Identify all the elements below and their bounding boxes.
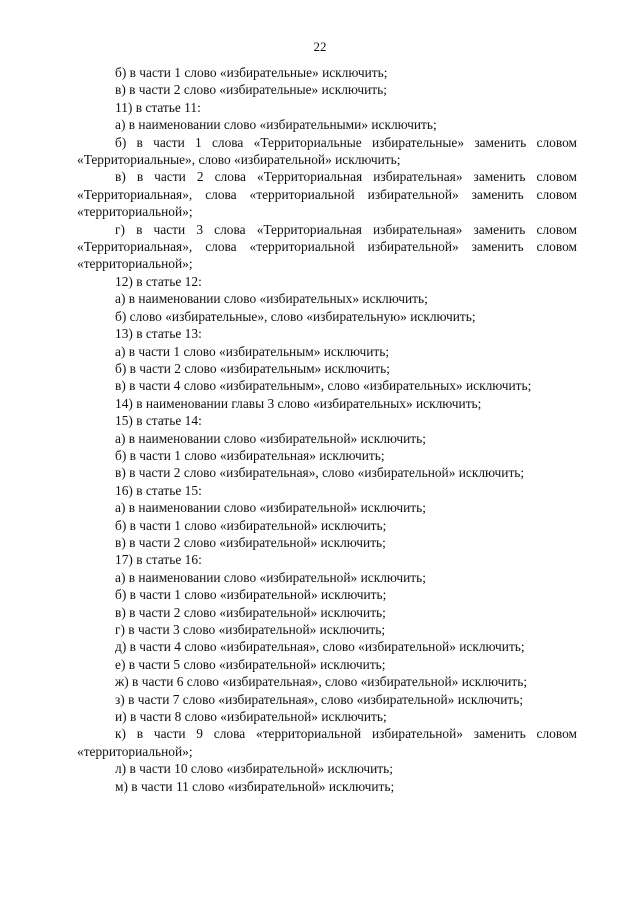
paragraph: ж) в части 6 слово «избирательная», слово «избирательной» исключить; (115, 674, 528, 690)
paragraph: б) слово «избирательные», слово «избирательную» исключить; (115, 308, 476, 324)
paragraph: г) в части 3 слова «Территориальная избирательная» заменить словом «Территориальная», слова «территориальной избирательной» заменить словом «территориальной»; (77, 221, 577, 272)
paragraph: 15) в статье 14: (115, 413, 202, 429)
paragraph: б) в части 1 слово «избирательной» исключить; (115, 587, 387, 603)
paragraph: 14) в наименовании главы 3 слово «избирательных» исключить; (115, 395, 482, 411)
paragraph: б) в части 2 слово «избирательным» исключить; (115, 360, 390, 376)
paragraph: в) в части 2 слово «избирательные» исключить; (115, 82, 387, 98)
paragraph: б) в части 1 слово «избирательной» исключить; (115, 517, 387, 533)
document-body (77, 64, 577, 795)
paragraph: е) в части 5 слово «избирательной» исключить; (115, 656, 386, 672)
paragraph: а) в наименовании слово «избирательной» исключить; (115, 430, 426, 446)
paragraph: д) в части 4 слово «избирательная», слово «избирательной» исключить; (115, 639, 525, 655)
paragraph: в) в части 2 слово «избирательная», слово «избирательной» исключить; (115, 465, 525, 481)
paragraph: 16) в статье 15: (115, 482, 202, 498)
paragraph: а) в части 1 слово «избирательным» исключить; (115, 343, 390, 359)
paragraph: г) в части 3 слово «избирательной» исключить; (115, 622, 386, 637)
paragraph: а) в наименовании слово «избирательными» исключить; (115, 117, 437, 133)
paragraph: 12) в статье 12: (115, 273, 202, 289)
paragraph: а) в наименовании слово «избирательной» исключить; (115, 500, 426, 516)
paragraph: л) в части 10 слово «избирательной» исключить; (115, 761, 393, 777)
paragraph: к) в части 9 слова «территориальной избирательной» заменить словом «территориальной»; (77, 726, 577, 759)
paragraph: 11) в статье 11: (115, 99, 201, 115)
paragraph: 17) в статье 16: (115, 552, 202, 568)
paragraph: а) в наименовании слово «избирательной» исключить; (115, 569, 426, 585)
paragraph: 13) в статье 13: (115, 326, 202, 342)
paragraph: и) в части 8 слово «избирательной» исключить; (115, 709, 387, 725)
paragraph: б) в части 1 слово «избирательные» исключить; (115, 65, 388, 80)
paragraph: м) в части 11 слово «избирательной» исключить; (115, 778, 395, 794)
paragraph: в) в части 2 слово «избирательной» исключить; (115, 604, 386, 620)
paragraph: б) в части 1 слово «избирательная» исключить; (115, 447, 385, 463)
paragraph: б) в части 1 слова «Территориальные избирательные» заменить словом «Территориальные», слово «избирательной» исключить; (77, 134, 577, 168)
page-number: 22 (313, 39, 327, 54)
paragraph: в) в части 4 слово «избирательным», слово «избирательных» исключить; (115, 378, 532, 394)
paragraph: в) в части 2 слова «Территориальная избирательная» заменить словом «Территориальная», слова «территориальной избирательной» заменить словом «территориальной»; (77, 169, 577, 220)
paragraph: з) в части 7 слово «избирательная», слово «избирательной» исключить; (115, 691, 524, 707)
paragraph: а) в наименовании слово «избирательных» исключить; (115, 291, 428, 307)
paragraph: в) в части 2 слово «избирательной» исключить; (115, 534, 386, 550)
